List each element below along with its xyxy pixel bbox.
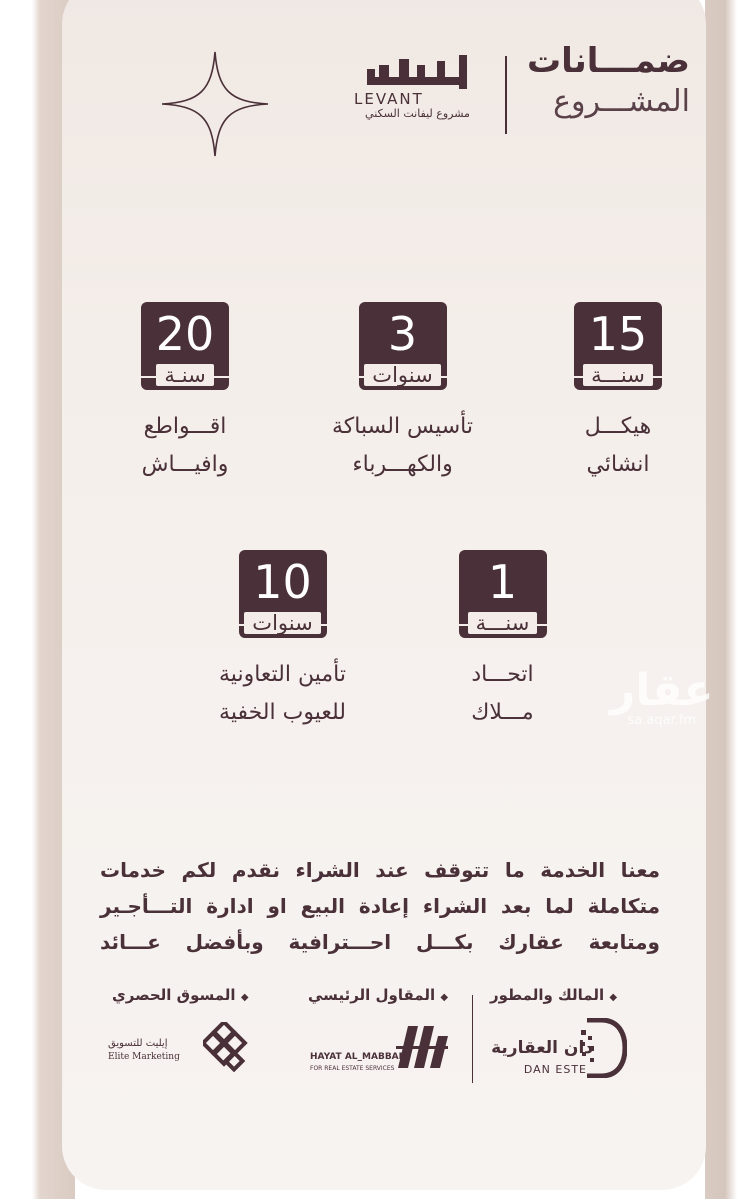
hayat-logo-sub: FOR REAL ESTATE SERVICES — [310, 1065, 395, 1072]
guarantee-description — [548, 408, 688, 484]
guarantee-line-2: والكهـــرباء — [352, 452, 453, 477]
dan-logo-ar: دان العقارية — [491, 1038, 593, 1058]
guarantee-card-insurance — [195, 550, 370, 732]
guarantee-badge — [574, 302, 662, 390]
marketer-label — [112, 986, 249, 1004]
elite-logo-ar: إيليت للتسويق — [108, 1038, 168, 1049]
owner-label — [490, 986, 617, 1004]
guarantee-unit-wrap — [135, 364, 235, 386]
contractor-label — [308, 986, 448, 1004]
title-line-1: ضمـــانات — [527, 41, 690, 81]
guarantee-line-2: انشائي — [586, 452, 650, 477]
dan-este-logo — [485, 1018, 627, 1078]
brochure-panel — [62, 0, 706, 1190]
elite-knot-icon — [203, 1022, 253, 1072]
paragraph-line: ومتابعة عقارك بكـــل احـــترافية وبأفضل عـــائد — [100, 930, 660, 954]
guarantee-badge — [141, 302, 229, 390]
bullet-icon: ◆ — [609, 992, 618, 1003]
paragraph-line: متكاملة لما بعد الشراء إعادة البيع او ادارة التـــأجـير — [100, 894, 660, 918]
guarantee-line-1: تأمين التعاونية — [219, 662, 346, 687]
paragraph-line: معنا الخدمة ما تتوقف عند الشراء نقدم لكم خدمات — [100, 858, 660, 882]
guarantee-description — [430, 656, 575, 732]
guarantee-years: 3 — [387, 307, 418, 361]
levant-logo-en: LEVANT — [354, 90, 424, 108]
guarantee-line-1: اقـــواطع — [143, 414, 227, 439]
contractor-label-text: المقاول الرئيسي — [308, 986, 436, 1004]
guarantee-unit: سنـــة — [583, 364, 653, 386]
service-paragraph — [100, 852, 660, 960]
guarantee-line-2: مـــلاك — [471, 700, 534, 725]
hayat-al-mabbani-logo — [310, 1022, 450, 1074]
guarantee-description — [195, 656, 370, 732]
guarantee-line-1: هيكـــل — [584, 414, 652, 439]
guarantee-line-1: تأسيس السباكة — [332, 414, 473, 439]
bullet-icon: ◆ — [240, 992, 249, 1003]
guarantee-years: 20 — [155, 307, 215, 361]
elite-logo-en: Elite Marketing — [108, 1052, 180, 1062]
guarantee-description — [110, 408, 260, 484]
guarantee-unit-wrap — [568, 364, 668, 386]
guarantee-years: 1 — [487, 555, 518, 609]
guarantee-unit: سنـــة — [468, 612, 538, 634]
levant-logo-mark — [359, 55, 477, 89]
guarantee-badge — [459, 550, 547, 638]
hayat-logo-en: HAYAT AL_MABBANI — [310, 1052, 410, 1062]
guarantee-unit: سنـة — [156, 364, 213, 386]
levant-logo-subtitle: مشروع ليفانت السكني — [365, 107, 470, 120]
guarantee-unit-wrap — [453, 612, 553, 634]
guarantee-line-1: اتحـــاد — [471, 662, 534, 687]
page-title — [520, 40, 690, 122]
guarantee-card-switches — [110, 302, 260, 484]
owner-label-text: المالك والمطور — [490, 986, 605, 1004]
watermark-url: sa.aqar.fm — [627, 713, 697, 728]
guarantee-years: 15 — [588, 307, 648, 361]
dan-logo-en: DAN ESTE — [523, 1063, 587, 1076]
guarantee-card-plumbing — [310, 302, 495, 484]
levant-logo — [350, 55, 485, 130]
marketer-label-text: المسوق الحصري — [112, 986, 236, 1004]
guarantee-card-owners-association — [430, 550, 575, 732]
guarantee-years: 10 — [253, 555, 312, 609]
aqar-watermark — [610, 665, 714, 728]
guarantee-line-2: وافيـــاش — [141, 452, 229, 477]
guarantee-card-structure — [548, 302, 688, 484]
guarantee-line-2: للعيوب الخفية — [219, 700, 346, 725]
bullet-icon: ◆ — [440, 992, 449, 1003]
header-divider — [505, 56, 507, 134]
right-backdrop — [705, 0, 750, 1199]
watermark-text: عقار — [610, 665, 714, 716]
partner-divider — [472, 995, 473, 1083]
title-line-2: المشـــروع — [553, 84, 690, 119]
sparkle-star-icon — [160, 50, 270, 158]
guarantee-unit-wrap — [353, 364, 453, 386]
guarantee-unit-wrap — [233, 612, 333, 634]
guarantee-badge — [239, 550, 327, 638]
guarantee-badge — [359, 302, 447, 390]
guarantee-unit: سنوات — [244, 612, 320, 634]
guarantee-unit: سنوات — [364, 364, 440, 386]
guarantee-description — [310, 408, 495, 484]
elite-marketing-logo — [108, 1022, 253, 1074]
